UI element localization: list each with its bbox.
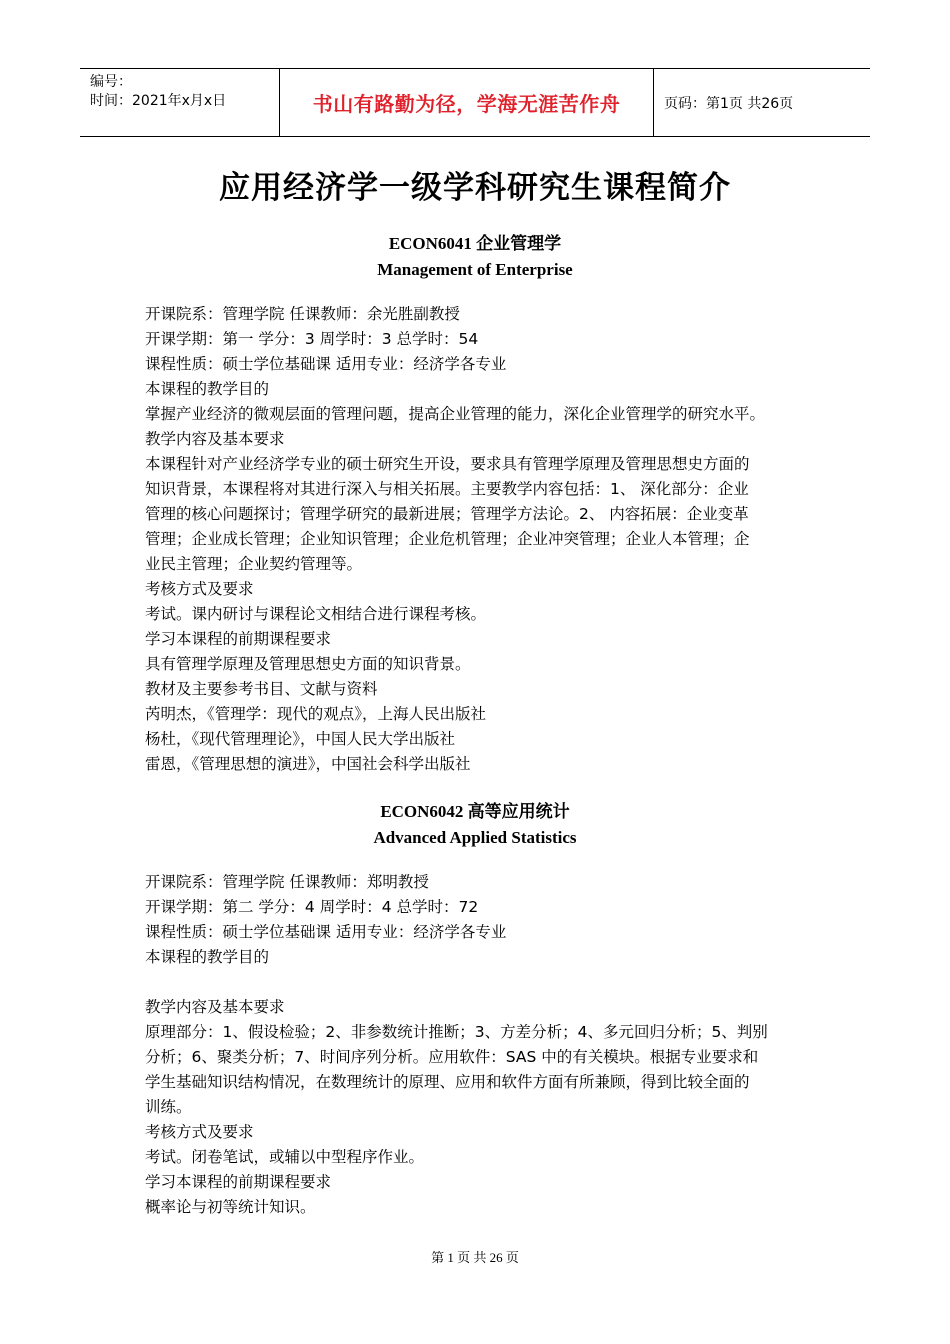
text-line: 训练。	[145, 1098, 192, 1116]
header-meta-cell	[80, 69, 280, 136]
blank-line	[145, 970, 815, 995]
section-heading: 教学内容及基本要求	[145, 430, 285, 448]
page-title: 应用经济学一级学科研究生课程简介	[219, 170, 731, 206]
text-line: 开课院系：管理学院 任课教师：郑明教授	[145, 873, 429, 891]
motto-text: 书山有路勤为径，学海无涯苦作舟	[312, 92, 621, 116]
text-line: 管理的核心问题探讨；管理学研究的最新进展；管理学方法论。2、 内容拓展：企业变革	[145, 505, 749, 523]
text-line: 本课程针对产业经济学专业的硕士研究生开设，要求具有管理学原理及管理思想史方面的	[145, 455, 750, 473]
course-code: ECON6042 高等应用统计	[380, 802, 570, 821]
reference-item: 雷恩，《管理思想的演进》，中国社会科学出版社	[145, 755, 471, 773]
text-line: 课程性质：硕士学位基础课 适用专业：经济学各专业	[145, 923, 507, 941]
reference-item: 芮明杰，《管理学：现代的观点》，上海人民出版社	[145, 705, 487, 723]
text-line: 课程性质：硕士学位基础课 适用专业：经济学各专业	[145, 355, 507, 373]
section-heading: 考核方式及要求	[145, 1123, 254, 1141]
section-heading: 学习本课程的前期课程要求	[145, 630, 332, 648]
course-code: ECON6041 企业管理学	[388, 234, 562, 253]
header-motto-cell	[280, 69, 654, 136]
text-line: 掌握产业经济的微观层面的管理问题，提高企业管理的能力，深化企业管理学的研究水平。	[145, 405, 766, 423]
course-english-name: Management of Enterprise	[377, 260, 573, 279]
section-heading: 学习本课程的前期课程要求	[145, 1173, 332, 1191]
text-line: 具有管理学原理及管理思想史方面的知识背景。	[145, 655, 471, 673]
course-english-name: Advanced Applied Statistics	[373, 828, 577, 847]
course-body	[145, 302, 815, 777]
text-line: 开课院系：管理学院 任课教师：余光胜副教授	[145, 305, 460, 323]
page-footer: 第 1 页 共 26 页	[431, 1250, 519, 1265]
text-line: 原理部分：1、假设检验；2、非参数统计推断；3、方差分析；4、多元回归分析；5、判别	[145, 1023, 768, 1041]
course-body	[145, 870, 815, 1220]
code-label: 编号：	[90, 74, 132, 90]
text-line: 管理；企业成长管理；企业知识管理；企业危机管理；企业冲突管理；企业人本管理；企	[145, 530, 750, 548]
text-line: 知识背景，本课程将对其进行深入与相关拓展。主要教学内容包括：1、 深化部分：企业	[145, 480, 749, 498]
section-heading: 本课程的教学目的	[145, 948, 270, 966]
text-line: 学生基础知识结构情况，在数理统计的原理、应用和软件方面有所兼顾，得到比较全面的	[145, 1073, 750, 1091]
text-line: 分析；6、聚类分析；7、时间序列分析。应用软件：SAS 中的有关模块。根据专业要求和	[145, 1048, 759, 1066]
reference-item: 杨杜，《现代管理理论》，中国人民大学出版社	[145, 730, 456, 748]
text-line: 概率论与初等统计知识。	[145, 1198, 316, 1216]
page-info: 页码：第1页 共26页	[664, 95, 794, 112]
text-line: 开课学期：第二 学分：4 周学时：4 总学时：72	[145, 898, 479, 916]
section-heading: 教材及主要参考书目、文献与资料	[145, 680, 378, 698]
course-heading	[0, 799, 950, 851]
header-table	[80, 68, 870, 137]
section-heading: 考核方式及要求	[145, 580, 254, 598]
text-line: 开课学期：第一 学分：3 周学时：3 总学时：54	[145, 330, 479, 348]
section-heading: 本课程的教学目的	[145, 380, 270, 398]
text-line: 考试。课内研讨与课程论文相结合进行课程考核。	[145, 605, 487, 623]
course-heading	[0, 231, 950, 283]
time-label: 时间：2021年x月x日	[90, 93, 227, 109]
text-line: 业民主管理；企业契约管理等。	[145, 555, 363, 573]
text-line: 考试。闭卷笔试，或辅以中型程序作业。	[145, 1148, 425, 1166]
section-heading: 教学内容及基本要求	[145, 998, 285, 1016]
